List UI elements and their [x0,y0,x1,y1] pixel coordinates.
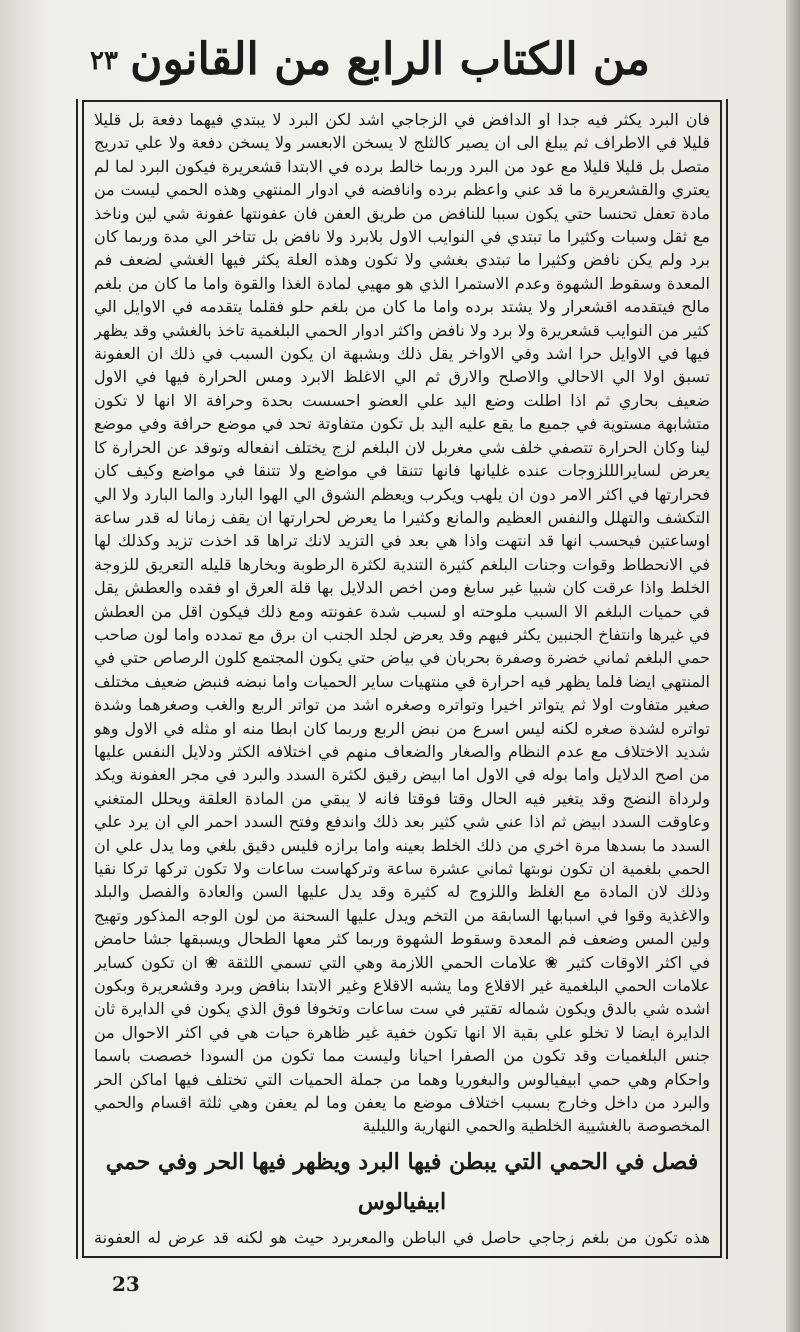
section-heading: فصل في الحمي التي يبطن فيها البرد ويظهر فيها الحر وفي حمي ابيفيالوس [105,1148,699,1215]
paragraph: هذه تكون من بلغم زجاجي حاصل في الباطن والمعربرد حيث هو لكنه قد عرض له العفونة [94,1227,710,1247]
running-title: من الكتاب الرابع من القانون [130,34,650,85]
main-text [94,108,710,1250]
paragraph: فان البرد يكثر فيه جدا او الدافض في الزجاجي اشد لكن البرد لا يبتدي فيهما دفعة بل قليلا قليلا في الاطراف ثم يبلغ الى ان يصير كالثلج لا يسخن الابعسر ولا يسخن دفعة ولا علي تدريج متصل بل قليلا قليلا مع عود من البرد وربما خالط برده في الابتدا قشعريرة فيكون البرد لما لم يعتري والقشعريرة ما قد عني واعظم برده وانافضه في ادوار المنتهي وهذه الحمي ليست من مادة تعفل تحنسا حتي يكون سببا للنافض من طريق العفن فان عفونتها عفونة شي لين وناخذ مع ثقل وسبات وكثيرا ما تبتدي في النوايب الاول بلابرد ولا نافض بل تتاخر الي مدة وربما كان برد ولم يكن نافض وكثيرا ما تبتدي بغشي ولا تكون وهذه العلة يكثر فيها الغشي لضعف فم المعدة وسقوط الشهوة وعدم الاستمرا الذي هو مهيي لمادة الغذا والقوة واما ما كان من بلغم مالح فيتقدمه اقشعرار ولا يشتد برده واما ما كان من بلغم حلو فقلما يتقدمه في الاوايل الي كثير من النوايب قشعريرة ولا برد ولا نافض واكثر ادوار الحمي البلغمية تاخذ بالغشي وقد يظهر فيها في الاوايل حرا اشد وفي الاواخر يقل ذلك وبشبهة ان يكون السبب في ذلك ان العفونة تسبق اولا الي الاحالي والاصلح والارق ثم الي الاغلظ الابرد ومس الحرارة فيها في الاول ضعيف بحاري ثم اذا اطلت وضع اليد علي العضو احسست بحدة وحرافة الا انها لا تكون متشابهة مستوية في جميع ما يقع عليه اليد بل تكون متفاوتة تحد في موضع حرافة وفي موضع لينا وكان الحرارة تتصفي خلف شي مغربل لان البلغم لزج يختلف انفعاله وتوقد عن الحرارة كا يعرض لسايرالللزوجات عنده غليانها فانها تتنقا في مواضع ولا تتنقا في مواضع وكيف كان فحرارتها في اكثر الامر دون ان يلهب ويكرب ويعظم الشوق الي الهوا البارد والما البارد ولا الي التكشف والتهلل والنفس العظيم والمانع وكثيرا ما يعرض لحرارتها ان يقف زمانا له قدر ساعة اوساعتين فيحسب انها قد انتهت واذا هي بعد في التزيد لانك تراها قد اخذت تزيد وكذلك لها في الانحطاط وقوات وجنات البلغم كثيرة التندية لكثرة الرطوبة وبخارها قليله التعريق للزوجة الخلط واذا عرقت كان شبيا غير سابغ ومن اخص الدلايل بها قلة العرق او فقده والعطش يقل في حميات البلغم الا السبب ملوحته او لسبب شدة عفونته ومع ذلك فيكون اقل من العطش في غيرها وانتفاخ الجنبين يكثر فيهم وقد يعرض لجلد الجنب ان برق مع تمدده واما لون صاحب حمي البلغم ثماني خضرة وصفرة بحربان في بياض حتي يكون المجتمع كلون الرصاص حتي في المنتهي ايضا فلما يظهر فيه احرارة في منتهيات ساير الحميات واما نبضه فنبض ضعيف مختلف صغير متفاوت اولا ثم يتواتر اخيرا وتواتره وصغره اشد من تواتر الربع والغب وصغرهما وشدة تواتره لشدة صغره لكنه ليس اسرع من نبض الربع وربما كان ابطا منه او مثله في الاول وهو شديد الاختلاف مع عدم النظام والصغار والضعاف منهم في اختلافه الكثر ودلايل النفس عليها من اصح الدلايل واما بوله في الاول اما ابيض رقيق لكثرة السدد والبرد في مجر العفونة ويكد ولرداة النضج وقد يتغير فيه الحال وقتا فوقتا فانه لا يبقي من المادة العلقة ويحلل المتغني وعاوقت السدد ابيض ثم اذا عني شي كثير بعد ذلك واندفع وفتح السدد احمر الي ان يرد علي السدد ما بسدها مرة اخري من ذلك الخلط بعينه واما برازه فليس دقيق بلغي وما يدل علي ان الحمي بلغمية ان تكون نوبتها ثماني عشرة ساعة وتركهاست ساعات ولا تكون تركها تركا نقيا وذلك لان المادة مع الغلظ واللزوج له كثيرة وقد يدل عليها السن والعادة والفصل والبلد والاغذية وقوا في اسبابها السابقة من التخم ويدل عليها السحنة من لون الوجه المذكور وتهيج ولين المس وضعف فم المعدة وسقوط الشهوة وربما كثر معها الطحال ويسبقها جشا حامض في اكثر الاوقات كثير ❀ علامات الحمي اللازمة وهي التي تسمي اللثقة ❀ ان تكون كساير علامات الحمي البلغمية غير الاقلاع وما يشبه الاقلاع وغير الابتدا بنافض وبرد وقشعريرة وبكون اشده شي بالدق ويكون شماله تقتير في ست ساعات وتخوفا فوق الذي يكون في الدايرة ثان الدايرة ايضا لا تخلو علي بقية الا انها تكون خفية غير ظاهرة حيات هي في اكثر الاحوال من جنس البلغميات وقد تكون من الصفرا احيانا وليست مما تكون من السودا خصصت باسما واحكام وهي حمي ابيفيالوس والبغوريا وهما من جملة الحميات التي تختلف فيها اماكن الحر والبرد من داخل وخارج بسبب اختلاف موضع ما يعفن وما لم يعفن وهي ثلثة اقسام والحمي المخصوصة بالغشيية الخلطية والحمي النهارية والليلية [94,110,710,1136]
page-header [80,30,720,100]
page-edge [786,0,800,1332]
text-frame [82,100,722,1258]
page-number-bottom: 23 [112,1272,140,1296]
page-number-top: ٢٣ [90,46,118,76]
